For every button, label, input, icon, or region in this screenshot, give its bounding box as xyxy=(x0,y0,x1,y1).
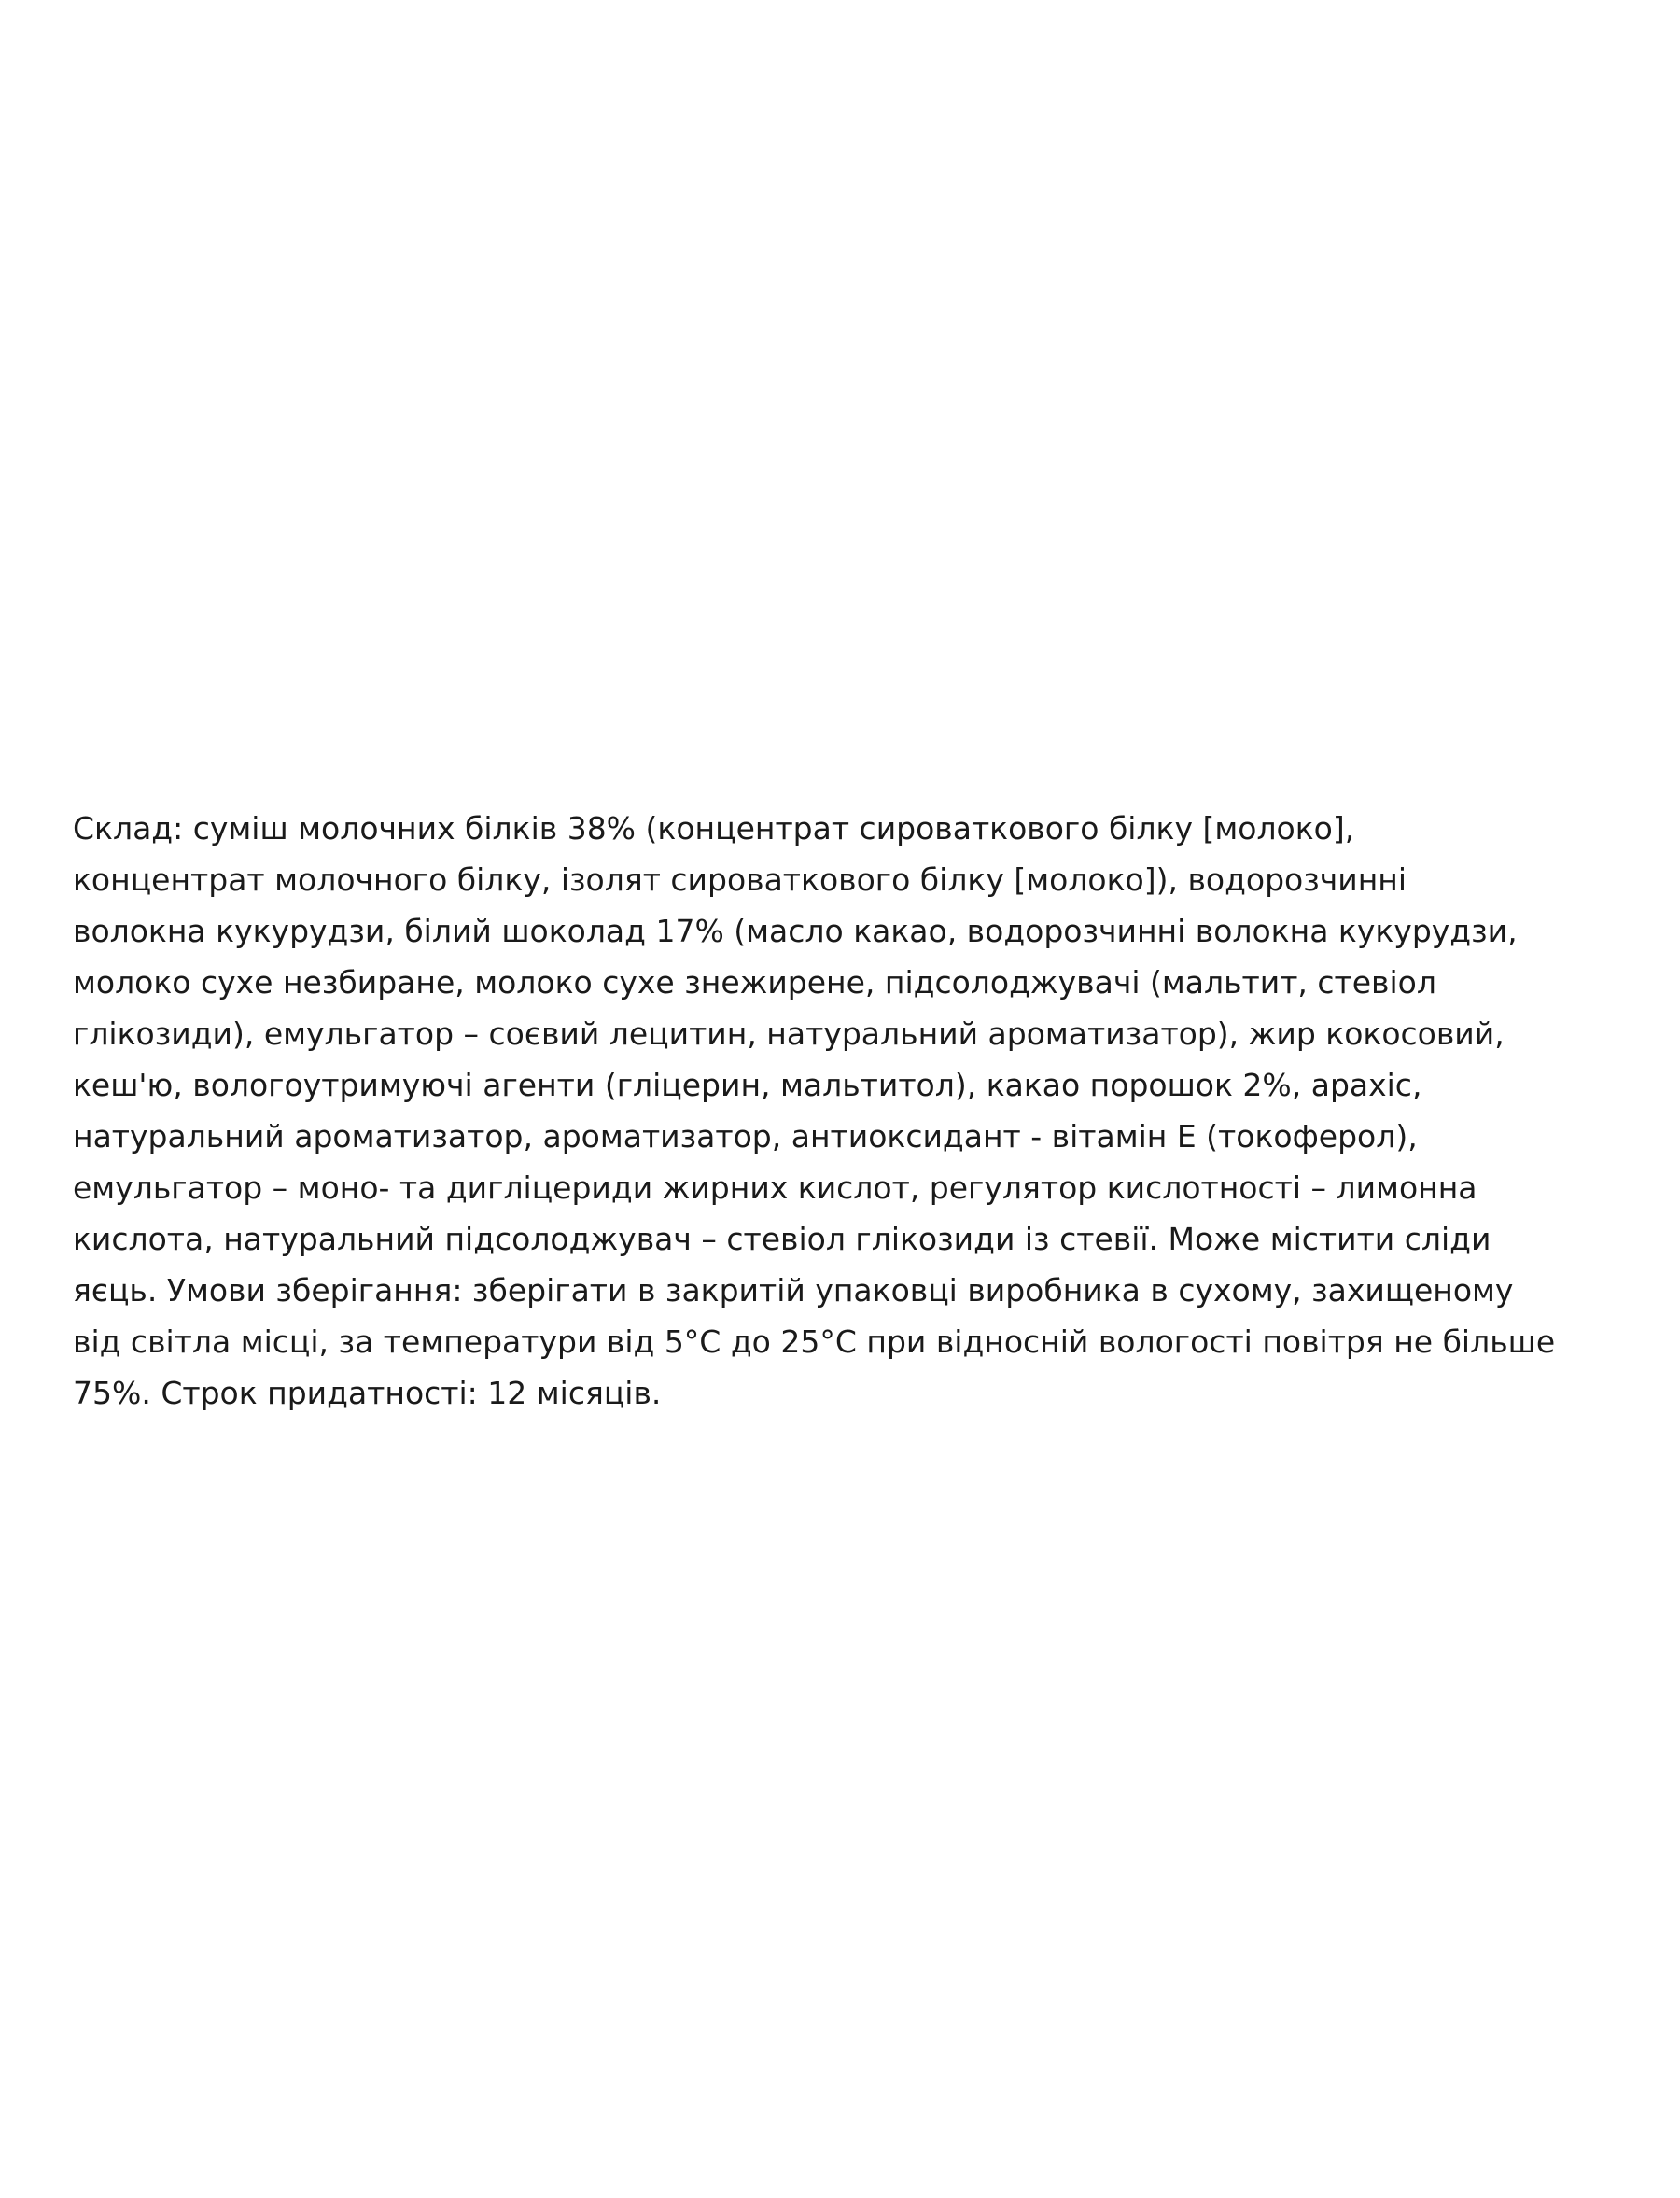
composition-line: емульгатор – моно- та дигліцериди жирних кислот, регулятор кислотності – лимонна xyxy=(73,1169,1477,1206)
composition-line: натуральний ароматизатор, ароматизатор, антиоксидант - вітамін Е (токоферол), xyxy=(73,1118,1418,1155)
storage-conditions-line: від світла місці, за температури від 5°С до 25°С при відносній вологості повітря не більше xyxy=(73,1323,1556,1360)
composition-line: концентрат молочного білку, ізолят сироваткового білку [молоко]), водорозчинні xyxy=(73,861,1407,898)
composition-line: волокна кукурудзи, білий шоколад 17% (масло какао, водорозчинні волокна кукурудзи, xyxy=(73,913,1518,949)
composition-line: глікозиди), емульгатор – соєвий лецитин, натуральний ароматизатор), жир кокосовий, xyxy=(73,1015,1505,1052)
composition-text-block xyxy=(73,803,1650,1419)
composition-line: кеш'ю, вологоутримуючі агенти (гліцерин, мальтитол), какао порошок 2%, арахіс, xyxy=(73,1067,1422,1103)
shelf-life-line: 75%. Строк придатності: 12 місяців. xyxy=(73,1375,662,1411)
composition-line: молоко сухе незбиране, молоко сухе знежирене, підсолоджувачі (мальтит, стевіол xyxy=(73,964,1436,1001)
storage-conditions-line: яєць. Умови зберігання: зберігати в закритій упаковці виробника в сухому, захищеному xyxy=(73,1272,1514,1309)
composition-line: кислота, натуральний підсолоджувач – стевіол глікозиди із стевії. Може містити сліди xyxy=(73,1221,1491,1257)
composition-line: Склад: суміш молочних білків 38% (концентрат сироваткового білку [молоко], xyxy=(73,810,1355,847)
